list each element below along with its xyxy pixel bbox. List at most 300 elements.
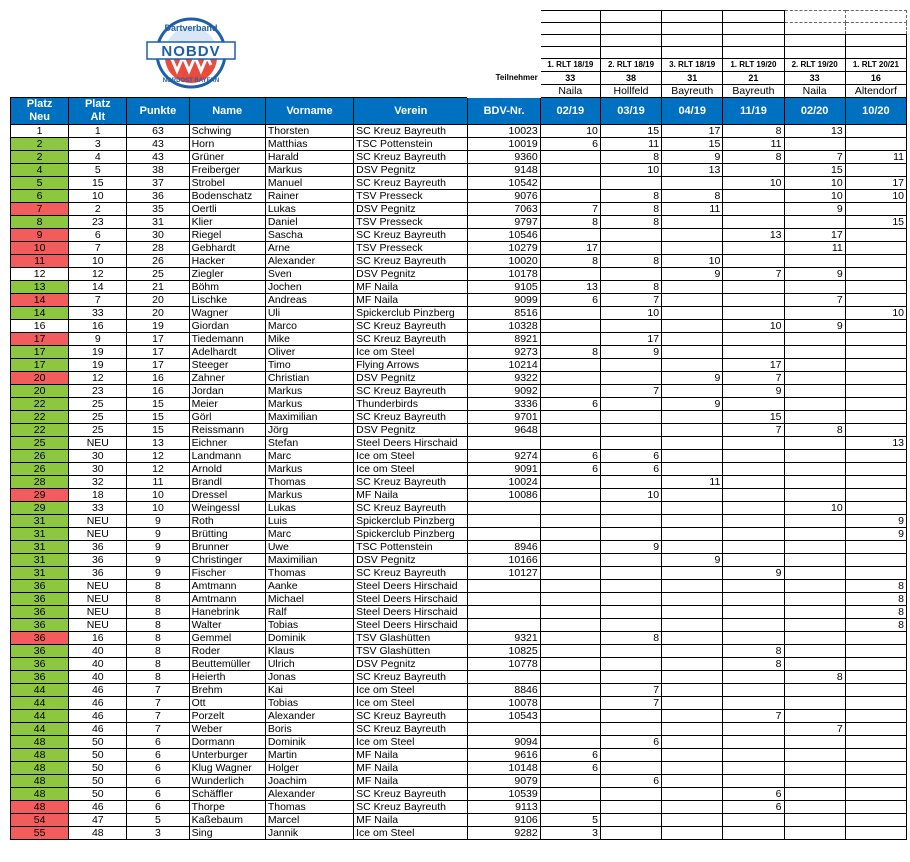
event-points-cell (723, 671, 784, 684)
event-points-cell (600, 645, 661, 658)
name-cell: Görl (189, 411, 265, 424)
table-row (11, 658, 907, 671)
event-points-cell (540, 684, 600, 697)
verein-cell: MF Naila (354, 281, 468, 294)
bdv-cell: 9274 (468, 450, 540, 463)
event-points-cell (723, 346, 784, 359)
verein-cell: SC Kreuz Bayreuth (354, 723, 468, 736)
event-points-cell (845, 502, 906, 515)
bdv-cell: 9701 (468, 411, 540, 424)
event-points-cell: 8 (845, 593, 906, 606)
event-points-cell (723, 333, 784, 346)
platz-alt-cell: NEU (69, 593, 127, 606)
event-points-cell: 7 (600, 684, 661, 697)
event-points-cell (784, 554, 845, 567)
platz-neu-cell: 31 (11, 541, 69, 554)
event-points-cell: 10 (784, 190, 845, 203)
col-name: Name (189, 98, 265, 125)
bdv-cell: 10328 (468, 320, 540, 333)
event-points-cell (723, 281, 784, 294)
event-points-cell: 10 (540, 125, 600, 138)
platz-alt-cell: 36 (69, 567, 127, 580)
verein-cell: SC Kreuz Bayreuth (354, 320, 468, 333)
verein-cell: MF Naila (354, 814, 468, 827)
verein-cell: DSV Pegnitz (354, 554, 468, 567)
punkte-cell: 8 (127, 645, 189, 658)
table-row (11, 788, 907, 801)
vorname-cell: Jochen (265, 281, 353, 294)
event-points-cell (662, 281, 723, 294)
event-points-cell (540, 437, 600, 450)
name-cell: Wunderlich (189, 775, 265, 788)
punkte-cell: 26 (127, 255, 189, 268)
event-points-cell (845, 281, 906, 294)
platz-alt-cell: NEU (69, 606, 127, 619)
bdv-cell: 8516 (468, 307, 540, 320)
punkte-cell: 8 (127, 593, 189, 606)
event-points-cell (662, 333, 723, 346)
platz-neu-cell: 48 (11, 736, 69, 749)
verein-cell: Ice om Steel (354, 463, 468, 476)
col-event-3: 04/19 (662, 98, 723, 125)
vorname-cell: Kai (265, 684, 353, 697)
vorname-cell: Michael (265, 593, 353, 606)
vorname-cell: Alexander (265, 788, 353, 801)
name-cell: Sing (189, 827, 265, 840)
bdv-cell: 9079 (468, 775, 540, 788)
platz-alt-cell: 10 (69, 255, 127, 268)
event-points-cell (723, 619, 784, 632)
punkte-cell: 43 (127, 138, 189, 151)
event-points-cell: 6 (540, 294, 600, 307)
col-event-2: 03/19 (600, 98, 661, 125)
event-points-cell (662, 177, 723, 190)
verein-cell: DSV Pegnitz (354, 658, 468, 671)
bdv-cell (468, 580, 540, 593)
verein-cell: SC Kreuz Bayreuth (354, 177, 468, 190)
vorname-cell: Tobias (265, 697, 353, 710)
bdv-cell: 8846 (468, 684, 540, 697)
vorname-cell: Marc (265, 450, 353, 463)
event-points-cell (600, 437, 661, 450)
event-points-cell (662, 359, 723, 372)
event-points-cell (723, 580, 784, 593)
name-cell: Brütting (189, 528, 265, 541)
platz-neu-cell: 54 (11, 814, 69, 827)
table-row (11, 645, 907, 658)
event-points-cell (723, 450, 784, 463)
event-points-cell (540, 489, 600, 502)
bdv-cell: 3336 (468, 398, 540, 411)
name-cell: Thorpe (189, 801, 265, 814)
punkte-cell: 15 (127, 398, 189, 411)
event-points-cell (662, 801, 723, 814)
event-points-cell: 6 (540, 762, 600, 775)
event-points-cell (662, 593, 723, 606)
bdv-cell: 8921 (468, 333, 540, 346)
col-punkte: Punkte (127, 98, 189, 125)
event-points-cell: 6 (723, 788, 784, 801)
name-cell: Ott (189, 697, 265, 710)
name-cell: Lischke (189, 294, 265, 307)
punkte-cell: 16 (127, 372, 189, 385)
name-cell: Böhm (189, 281, 265, 294)
platz-neu-cell: 8 (11, 216, 69, 229)
event-points-cell: 9 (784, 203, 845, 216)
bdv-cell: 10148 (468, 762, 540, 775)
event-points-cell: 9 (845, 528, 906, 541)
verein-cell: SC Kreuz Bayreuth (354, 476, 468, 489)
punkte-cell: 37 (127, 177, 189, 190)
event-points-cell (600, 411, 661, 424)
event-points-cell (784, 736, 845, 749)
event-points-cell (662, 320, 723, 333)
event-points-cell (600, 827, 661, 840)
event-points-cell (784, 450, 845, 463)
event-points-cell: 8 (723, 125, 784, 138)
event-points-cell: 7 (600, 697, 661, 710)
event-points-cell (845, 320, 906, 333)
event-title: 1. RLT 19/20 (723, 59, 784, 72)
platz-alt-cell: 46 (69, 710, 127, 723)
punkte-cell: 7 (127, 710, 189, 723)
platz-neu-cell: 22 (11, 398, 69, 411)
vorname-cell: Holger (265, 762, 353, 775)
table-row (11, 736, 907, 749)
event-points-cell (600, 619, 661, 632)
verein-cell: SC Kreuz Bayreuth (354, 255, 468, 268)
event-points-cell (600, 177, 661, 190)
event-points-cell (540, 788, 600, 801)
event-points-cell (540, 385, 600, 398)
verein-cell: DSV Pegnitz (354, 203, 468, 216)
bdv-cell: 10546 (468, 229, 540, 242)
vorname-cell: Christian (265, 372, 353, 385)
event-points-cell (662, 424, 723, 437)
event-count: 31 (662, 72, 723, 85)
event-points-cell (540, 671, 600, 684)
event-points-cell (662, 567, 723, 580)
event-points-cell (784, 775, 845, 788)
event-points-cell: 8 (845, 580, 906, 593)
name-cell: Kaßebaum (189, 814, 265, 827)
event-points-cell (845, 697, 906, 710)
event-points-cell (723, 489, 784, 502)
event-points-cell (662, 385, 723, 398)
col-event-1: 02/19 (540, 98, 600, 125)
verein-cell: Spickerclub Pinzberg (354, 528, 468, 541)
platz-alt-cell: 25 (69, 411, 127, 424)
table-row (11, 710, 907, 723)
vorname-cell: Maximilian (265, 411, 353, 424)
platz-alt-cell: 50 (69, 775, 127, 788)
event-points-cell: 17 (784, 229, 845, 242)
event-points-cell: 10 (845, 190, 906, 203)
event-points-cell (845, 125, 906, 138)
punkte-cell: 7 (127, 684, 189, 697)
ranking-table (10, 10, 907, 840)
vorname-cell: Markus (265, 463, 353, 476)
punkte-cell: 3 (127, 827, 189, 840)
event-points-cell: 10 (723, 177, 784, 190)
table-row (11, 151, 907, 164)
event-points-cell (540, 658, 600, 671)
event-points-cell (723, 775, 784, 788)
event-points-cell (845, 229, 906, 242)
platz-alt-cell: 30 (69, 450, 127, 463)
verein-cell: SC Kreuz Bayreuth (354, 567, 468, 580)
event-points-cell: 8 (784, 671, 845, 684)
punkte-cell: 6 (127, 736, 189, 749)
event-title: 1. RLT 18/19 (540, 59, 600, 72)
col-event-5: 02/20 (784, 98, 845, 125)
punkte-cell: 35 (127, 203, 189, 216)
name-cell: Schwing (189, 125, 265, 138)
event-points-cell (723, 723, 784, 736)
name-cell: Walter (189, 619, 265, 632)
platz-alt-cell: 16 (69, 632, 127, 645)
name-cell: Tiedemann (189, 333, 265, 346)
event-points-cell (540, 580, 600, 593)
vorname-cell: Alexander (265, 710, 353, 723)
event-points-cell (845, 359, 906, 372)
event-points-cell (540, 619, 600, 632)
name-cell: Riegel (189, 229, 265, 242)
verein-cell: MF Naila (354, 762, 468, 775)
event-points-cell (662, 229, 723, 242)
event-points-cell (723, 632, 784, 645)
event-points-cell (784, 281, 845, 294)
platz-neu-cell: 11 (11, 255, 69, 268)
event-points-cell (540, 801, 600, 814)
event-points-cell: 10 (600, 164, 661, 177)
event-points-cell (845, 164, 906, 177)
event-points-cell: 10 (845, 307, 906, 320)
platz-alt-cell: 46 (69, 723, 127, 736)
platz-alt-cell: 48 (69, 827, 127, 840)
bdv-cell: 9360 (468, 151, 540, 164)
verein-cell: SC Kreuz Bayreuth (354, 710, 468, 723)
bdv-cell: 9321 (468, 632, 540, 645)
platz-neu-cell: 36 (11, 671, 69, 684)
event-points-cell: 11 (723, 138, 784, 151)
table-row (11, 671, 907, 684)
verein-cell: Ice om Steel (354, 450, 468, 463)
bdv-cell (468, 502, 540, 515)
punkte-cell: 8 (127, 606, 189, 619)
punkte-cell: 20 (127, 307, 189, 320)
event-points-cell: 10 (600, 489, 661, 502)
platz-alt-cell: NEU (69, 437, 127, 450)
col-bdv: BDV-Nr. (468, 98, 540, 125)
event-points-cell (784, 346, 845, 359)
event-points-cell (600, 320, 661, 333)
event-points-cell: 5 (540, 814, 600, 827)
table-row (11, 801, 907, 814)
bdv-cell: 10778 (468, 658, 540, 671)
vorname-cell: Marc (265, 528, 353, 541)
bdv-cell: 7063 (468, 203, 540, 216)
platz-alt-cell: 16 (69, 320, 127, 333)
event-points-cell: 8 (600, 632, 661, 645)
event-points-cell (845, 333, 906, 346)
vorname-cell: Daniel (265, 216, 353, 229)
bdv-cell (468, 619, 540, 632)
name-cell: Reissmann (189, 424, 265, 437)
bdv-cell (468, 437, 540, 450)
event-points-cell (784, 567, 845, 580)
punkte-cell: 63 (127, 125, 189, 138)
bdv-cell: 10214 (468, 359, 540, 372)
table-row (11, 463, 907, 476)
event-points-cell: 10 (784, 502, 845, 515)
vorname-cell: Marco (265, 320, 353, 333)
vorname-cell: Maximilian (265, 554, 353, 567)
event-points-cell (600, 476, 661, 489)
punkte-cell: 5 (127, 814, 189, 827)
event-points-cell (845, 255, 906, 268)
event-title: 2. RLT 18/19 (600, 59, 661, 72)
event-points-cell (845, 775, 906, 788)
verein-cell: Steel Deers Hirschaid (354, 437, 468, 450)
event-points-cell (845, 294, 906, 307)
col-platz-alt: Platz Alt (69, 98, 127, 125)
vorname-cell: Ralf (265, 606, 353, 619)
event-points-cell (784, 619, 845, 632)
col-platz-neu: Platz Neu (11, 98, 69, 125)
event-points-cell: 8 (723, 658, 784, 671)
platz-alt-cell: 10 (69, 190, 127, 203)
platz-alt-cell: 40 (69, 671, 127, 684)
event-points-cell (600, 424, 661, 437)
name-cell: Amtmann (189, 580, 265, 593)
punkte-cell: 30 (127, 229, 189, 242)
event-points-cell: 8 (600, 203, 661, 216)
event-points-cell (662, 658, 723, 671)
event-points-cell (540, 502, 600, 515)
name-cell: Horn (189, 138, 265, 151)
event-points-cell (600, 580, 661, 593)
punkte-cell: 8 (127, 671, 189, 684)
bdv-cell (468, 528, 540, 541)
event-points-cell (784, 710, 845, 723)
event-points-cell (662, 723, 723, 736)
event-points-cell (540, 515, 600, 528)
platz-alt-cell: 50 (69, 762, 127, 775)
event-location: Hollfeld (600, 85, 661, 98)
vorname-cell: Stefan (265, 437, 353, 450)
event-points-cell (662, 541, 723, 554)
vorname-cell: Uli (265, 307, 353, 320)
table-row (11, 606, 907, 619)
vorname-cell: Lukas (265, 203, 353, 216)
vorname-cell: Markus (265, 385, 353, 398)
table-row (11, 814, 907, 827)
event-points-cell (845, 424, 906, 437)
event-points-cell (784, 593, 845, 606)
punkte-cell: 25 (127, 268, 189, 281)
verein-cell: SC Kreuz Bayreuth (354, 229, 468, 242)
vorname-cell: Manuel (265, 177, 353, 190)
event-points-cell (845, 567, 906, 580)
event-points-cell: 7 (723, 424, 784, 437)
event-points-cell: 10 (784, 177, 845, 190)
name-cell: Brandl (189, 476, 265, 489)
platz-neu-cell: 2 (11, 138, 69, 151)
table-row (11, 697, 907, 710)
punkte-cell: 36 (127, 190, 189, 203)
verein-cell: DSV Pegnitz (354, 268, 468, 281)
event-points-cell: 17 (540, 242, 600, 255)
verein-cell: TSV Glashütten (354, 645, 468, 658)
name-cell: Landmann (189, 450, 265, 463)
table-row (11, 762, 907, 775)
event-points-cell (540, 528, 600, 541)
event-points-cell (723, 541, 784, 554)
event-location: Naila (540, 85, 600, 98)
verein-cell: SC Kreuz Bayreuth (354, 151, 468, 164)
name-cell: Hacker (189, 255, 265, 268)
event-points-cell: 6 (600, 450, 661, 463)
event-points-cell (723, 216, 784, 229)
name-cell: Strobel (189, 177, 265, 190)
event-points-cell (784, 749, 845, 762)
event-points-cell: 7 (723, 372, 784, 385)
name-cell: Schäffler (189, 788, 265, 801)
platz-alt-cell: 2 (69, 203, 127, 216)
vorname-cell: Timo (265, 359, 353, 372)
teilnehmer-label: Teilnehmer (468, 72, 540, 85)
table-row (11, 554, 907, 567)
punkte-cell: 19 (127, 320, 189, 333)
event-points-cell (845, 463, 906, 476)
platz-neu-cell: 4 (11, 164, 69, 177)
event-points-cell (600, 567, 661, 580)
event-points-cell (723, 528, 784, 541)
event-points-cell: 8 (845, 619, 906, 632)
event-points-cell (540, 736, 600, 749)
event-points-cell: 6 (540, 450, 600, 463)
punkte-cell: 8 (127, 619, 189, 632)
verein-cell: Steel Deers Hirschaid (354, 580, 468, 593)
vorname-cell: Tobias (265, 619, 353, 632)
event-points-cell (845, 658, 906, 671)
event-points-cell (845, 632, 906, 645)
bdv-cell (468, 515, 540, 528)
verein-cell: SC Kreuz Bayreuth (354, 411, 468, 424)
vorname-cell: Joachim (265, 775, 353, 788)
verein-cell: TSC Pottenstein (354, 541, 468, 554)
name-cell: Hanebrink (189, 606, 265, 619)
verein-cell: MF Naila (354, 294, 468, 307)
event-points-cell (540, 567, 600, 580)
punkte-cell: 17 (127, 359, 189, 372)
event-points-cell (845, 684, 906, 697)
event-points-cell (723, 515, 784, 528)
punkte-cell: 11 (127, 476, 189, 489)
event-points-cell (845, 203, 906, 216)
platz-alt-cell: 4 (69, 151, 127, 164)
punkte-cell: 9 (127, 554, 189, 567)
platz-neu-cell: 48 (11, 762, 69, 775)
event-points-cell (540, 723, 600, 736)
verein-cell: DSV Pegnitz (354, 372, 468, 385)
event-points-cell (540, 645, 600, 658)
event-points-cell: 11 (600, 138, 661, 151)
punkte-cell: 6 (127, 775, 189, 788)
table-row (11, 359, 907, 372)
table-row (11, 528, 907, 541)
